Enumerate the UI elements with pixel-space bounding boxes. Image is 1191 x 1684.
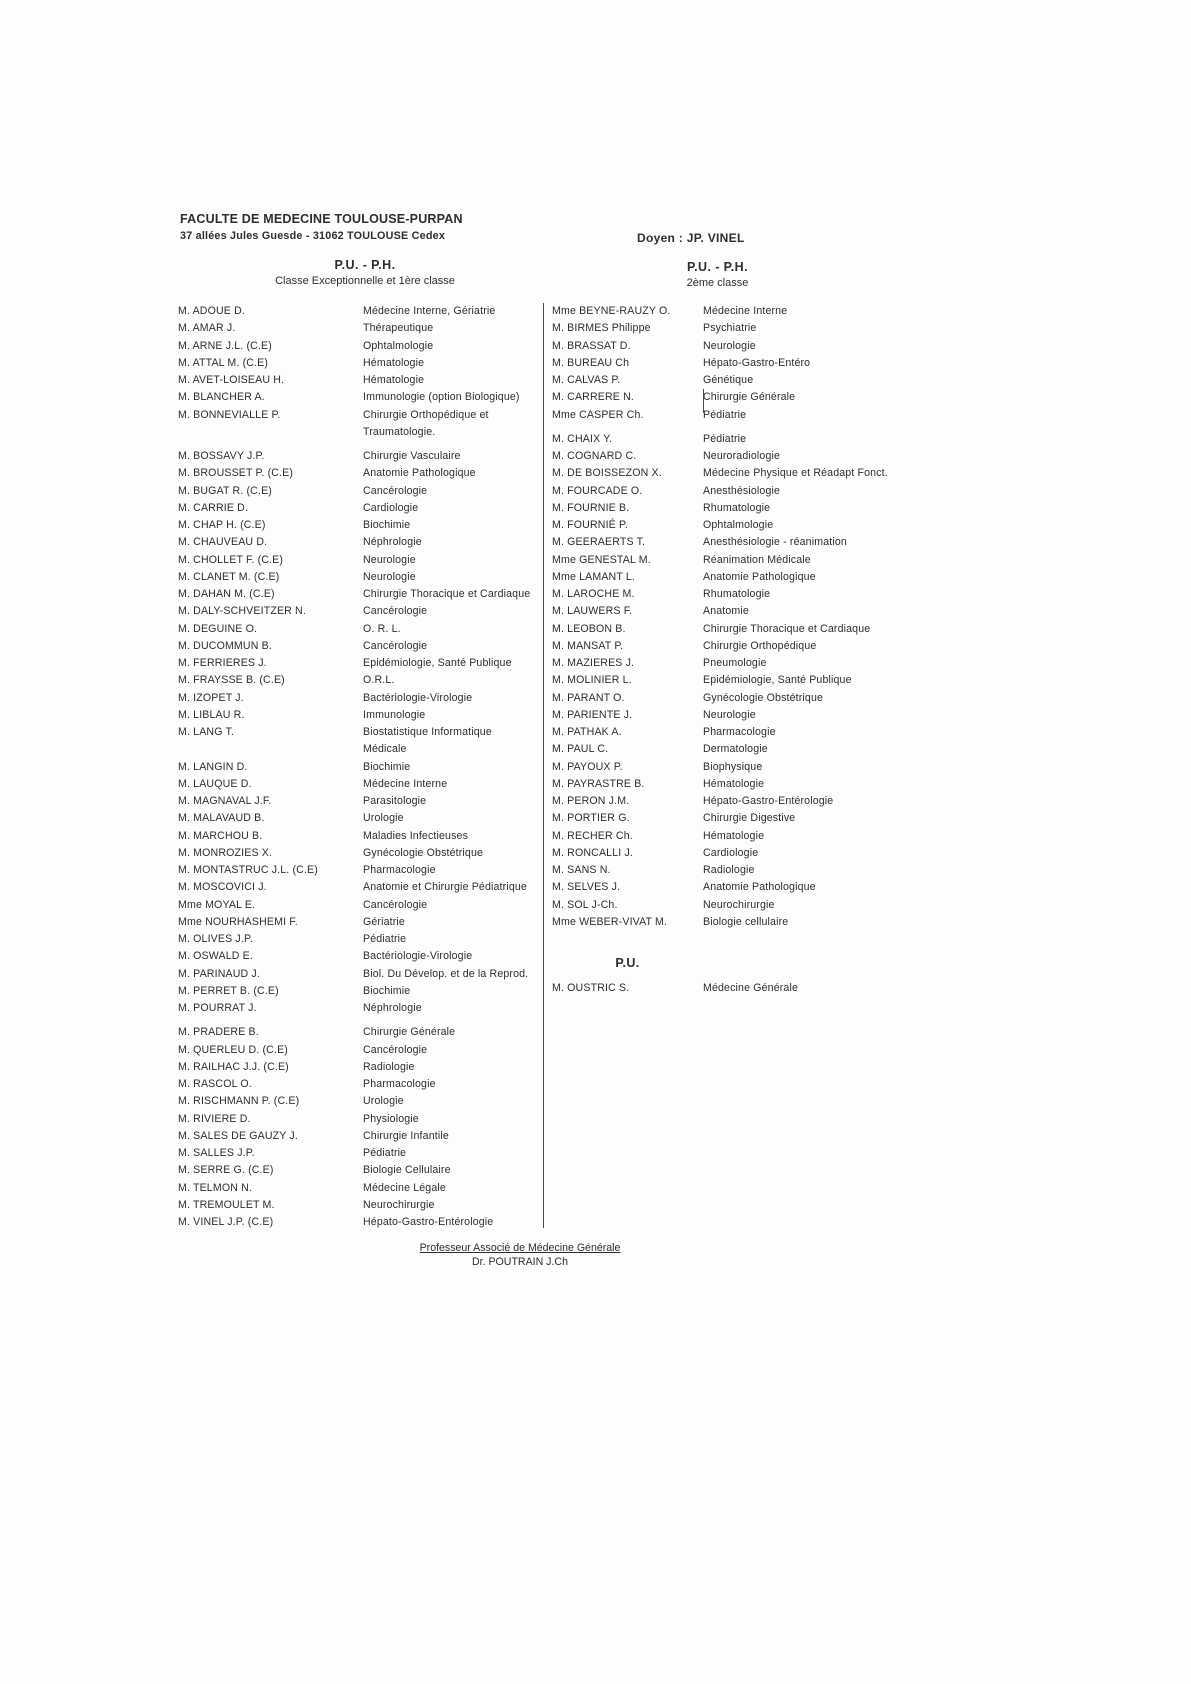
faculty-name: M. DE BOISSEZON X.: [552, 467, 662, 480]
faculty-name: M. VINEL J.P. (C.E): [178, 1216, 274, 1228]
faculty-specialty: Pédiatrie: [363, 933, 407, 945]
faculty-row: [552, 569, 942, 586]
faculty-name: M. LANG T.: [178, 726, 235, 738]
faculty-row: [178, 966, 538, 983]
faculty-specialty: Anatomie: [703, 605, 749, 618]
faculty-specialty: O.R.L.: [363, 674, 395, 687]
faculty-name: M. AMAR J.: [178, 322, 236, 335]
faculty-row: [178, 407, 538, 442]
faculty-name: M. RISCHMANN P. (C.E): [178, 1095, 300, 1108]
faculty-name: M. PERON J.M.: [552, 795, 630, 807]
faculty-specialty: Biol. Du Dévelop. et de la Reprod.: [363, 967, 529, 980]
faculty-specialty: Néphrologie: [363, 1002, 422, 1014]
faculty-name: Mme GENESTAL M.: [552, 553, 651, 566]
faculty-row: [178, 517, 538, 534]
faculty-name: M. OUSTRIC S.: [552, 982, 630, 994]
faculty-specialty: Cardiologie: [363, 501, 419, 514]
faculty-name: M. BRASSAT D.: [552, 339, 631, 352]
faculty-specialty: Médecine Interne: [363, 777, 448, 790]
faculty-name: M. COGNARD C.: [552, 450, 637, 462]
faculty-specialty: Chirurgie Générale: [363, 1026, 456, 1039]
entry-group: [552, 431, 942, 931]
faculty-specialty: Epidémiologie, Santé Publique: [363, 657, 512, 669]
faculty-row: [178, 303, 538, 320]
faculty-specialty: Hématologie: [363, 374, 425, 386]
faculty-row: [552, 389, 942, 406]
faculty-specialty: Hépato-Gastro-Entérologie: [703, 795, 834, 807]
faculty-name: M. FOURCADE O.: [552, 484, 643, 497]
faculty-specialty: Anatomie et Chirurgie Pédiatrique: [363, 881, 527, 894]
faculty-name: M. SALES DE GAUZY J.: [178, 1129, 298, 1142]
faculty-name: M. PARANT O.: [552, 691, 625, 704]
faculty-row: [178, 465, 538, 482]
faculty-row: [552, 828, 942, 845]
faculty-specialty: Médecine Légale: [363, 1181, 446, 1194]
entry-group: [552, 980, 942, 997]
faculty-row: [178, 1076, 538, 1093]
faculty-name: M. SOL J-Ch.: [552, 898, 618, 911]
faculty-row: [178, 372, 538, 389]
faculty-row: [552, 672, 942, 689]
faculty-row: [552, 407, 942, 424]
faculty-specialty: Cancérologie: [363, 639, 428, 652]
faculty-row: [552, 638, 942, 655]
faculty-row: [178, 879, 538, 896]
faculty-name: M. CALVAS P.: [552, 374, 621, 386]
faculty-name: Mme CASPER Ch.: [552, 408, 644, 421]
faculty-specialty: Chirurgie Orthopédique et Traumatologie.: [363, 408, 489, 438]
faculty-row: [552, 621, 942, 638]
faculty-specialty: Chirurgie Thoracique et Cardiaque: [363, 588, 531, 600]
faculty-name: M. PAYOUX P.: [552, 760, 623, 773]
faculty-name: M. CHAIX Y.: [552, 432, 613, 445]
faculty-name: Mme MOYAL E.: [178, 898, 256, 911]
faculty-name: M. BONNEVIALLE P.: [178, 408, 281, 421]
faculty-specialty: Bactériologie-Virologie: [363, 691, 473, 704]
faculty-row: [178, 1162, 538, 1179]
faculty-row: [178, 793, 538, 810]
faculty-specialty: Psychiatrie: [703, 322, 757, 335]
faculty-row: [552, 303, 942, 320]
faculty-specialty: Anatomie Pathologique: [703, 570, 816, 583]
faculty-row: [178, 483, 538, 500]
pu-section-title: P.U.: [615, 956, 640, 970]
faculty-name: M. LIBLAU R.: [178, 708, 245, 721]
faculty-row: [178, 1111, 538, 1128]
faculty-name: M. RAILHAC J.J. (C.E): [178, 1060, 289, 1073]
faculty-name: M. LANGIN D.: [178, 760, 248, 773]
faculty-specialty: Hématologie: [703, 829, 765, 842]
faculty-name: M. MAGNAVAL J.F.: [178, 795, 272, 807]
faculty-row: [178, 1024, 538, 1041]
left-faculty-list: [178, 303, 538, 1231]
faculty-address: 37 allées Jules Guesde - 31062 TOULOUSE Cedex: [180, 230, 446, 242]
faculty-name: M. CHOLLET F. (C.E): [178, 553, 284, 566]
faculty-name: M. PATHAK A.: [552, 726, 622, 738]
faculty-specialty: Anesthésiologie - réanimation: [703, 536, 847, 549]
faculty-name: M. RONCALLI J.: [552, 846, 633, 859]
faculty-name: M. MAZIERES J.: [552, 657, 635, 669]
faculty-specialty: Neurologie: [703, 339, 756, 352]
faculty-name: M. ARNE J.L. (C.E): [178, 339, 272, 352]
faculty-row: [178, 638, 538, 655]
faculty-name: M. GEERAERTS T.: [552, 536, 646, 549]
faculty-row: [178, 1000, 538, 1017]
faculty-row: [178, 389, 538, 406]
faculty-specialty: Anesthésiologie: [703, 484, 781, 497]
faculty-row: [552, 862, 942, 879]
faculty-row: [552, 724, 942, 741]
faculty-specialty: O. R. L.: [363, 622, 401, 635]
faculty-row: [178, 655, 538, 672]
entry-group: [178, 303, 538, 441]
faculty-row: [178, 810, 538, 827]
faculty-specialty: Anatomie Pathologique: [703, 881, 816, 894]
faculty-row: [178, 338, 538, 355]
faculty-name: M. MARCHOU B.: [178, 829, 263, 842]
faculty-specialty: Ophtalmologie: [703, 519, 774, 531]
faculty-specialty: Epidémiologie, Santé Publique: [703, 674, 852, 687]
faculty-name: M. LAUQUE D.: [178, 777, 252, 790]
faculty-specialty: Médecine Interne: [703, 305, 788, 317]
faculty-row: [178, 948, 538, 965]
faculty-specialty: Chirurgie Thoracique et Cardiaque: [703, 622, 871, 635]
faculty-specialty: Neurologie: [363, 553, 416, 566]
faculty-name: M. BOSSAVY J.P.: [178, 450, 265, 462]
faculty-row: [552, 586, 942, 603]
faculty-specialty: Hépato-Gastro-Entéro: [703, 356, 811, 369]
faculty-specialty: Urologie: [363, 812, 404, 825]
faculty-row: [552, 534, 942, 551]
faculty-name: M. DUCOMMUN B.: [178, 639, 272, 652]
faculty-specialty: Radiologie: [363, 1060, 415, 1073]
faculty-row: [552, 517, 942, 534]
faculty-row: [552, 980, 942, 997]
faculty-row: [178, 1145, 538, 1162]
faculty-specialty: Chirurgie Infantile: [363, 1129, 449, 1142]
faculty-name: Mme NOURHASHEMI F.: [178, 915, 298, 928]
faculty-specialty: Chirurgie Digestive: [703, 812, 796, 825]
faculty-name: M. PRADERE B.: [178, 1026, 259, 1039]
faculty-row: [552, 707, 942, 724]
faculty-row: [178, 355, 538, 372]
faculty-row: [178, 845, 538, 862]
faculty-row: [552, 372, 942, 389]
faculty-row: [178, 983, 538, 1000]
faculty-row: [178, 914, 538, 931]
entry-group: [178, 448, 538, 1017]
faculty-specialty: Chirurgie Générale: [703, 391, 796, 404]
faculty-specialty: Pneumologie: [703, 657, 767, 669]
faculty-row: [552, 500, 942, 517]
faculty-name: M. LAUWERS F.: [552, 605, 633, 618]
faculty-specialty: Gynécologie Obstétrique: [703, 691, 824, 704]
faculty-row: [552, 793, 942, 810]
faculty-specialty: Parasitologie: [363, 795, 427, 807]
faculty-specialty: Médecine Générale: [703, 982, 799, 994]
footer-doctor-name: Dr. POUTRAIN J.Ch: [472, 1256, 568, 1268]
faculty-name: M. PARIENTE J.: [552, 708, 633, 721]
faculty-row: [552, 338, 942, 355]
faculty-name: M. QUERLEU D. (C.E): [178, 1043, 288, 1056]
faculty-name: M. AVET-LOISEAU H.: [178, 374, 285, 386]
faculty-row: [178, 1197, 538, 1214]
faculty-specialty: Rhumatologie: [703, 588, 771, 600]
faculty-specialty: Pharmacologie: [703, 726, 776, 738]
faculty-name: M. SERRE G. (C.E): [178, 1164, 274, 1177]
faculty-name: Mme BEYNE-RAUZY O.: [552, 305, 671, 317]
faculty-specialty: Néphrologie: [363, 536, 422, 549]
faculty-name: M. FOURNIE B.: [552, 501, 630, 514]
faculty-specialty: Chirurgie Vasculaire: [363, 450, 461, 462]
faculty-name: M. MONTASTRUC J.L. (C.E): [178, 864, 318, 876]
faculty-row: [552, 776, 942, 793]
faculty-specialty: Neurologie: [363, 570, 416, 583]
faculty-row: [178, 320, 538, 337]
faculty-specialty: Dermatologie: [703, 743, 768, 756]
faculty-specialty: Anatomie Pathologique: [363, 467, 476, 480]
faculty-name: M. MALAVAUD B.: [178, 812, 265, 825]
faculty-row: [552, 431, 942, 448]
faculty-name: M. BUGAT R. (C.E): [178, 484, 272, 497]
faculty-name: M. ADOUE D.: [178, 305, 245, 317]
entry-group: [178, 1024, 538, 1231]
faculty-name: M. BIRMES Philippe: [552, 322, 651, 335]
faculty-name: M. BLANCHER A.: [178, 391, 265, 404]
faculty-specialty: Neurochirurgie: [703, 898, 775, 911]
faculty-name: M. TELMON N.: [178, 1181, 253, 1194]
entry-group: [552, 303, 942, 424]
faculty-name: M. OSWALD E.: [178, 950, 253, 963]
faculty-specialty: Cancérologie: [363, 605, 428, 618]
faculty-row: [552, 603, 942, 620]
faculty-row: [178, 862, 538, 879]
faculty-row: [552, 879, 942, 896]
faculty-row: [552, 655, 942, 672]
faculty-specialty: Génétique: [703, 374, 754, 386]
faculty-specialty: Gynécologie Obstétrique: [363, 846, 484, 859]
faculty-specialty: Radiologie: [703, 864, 755, 876]
faculty-name: M. DALY-SCHVEITZER N.: [178, 605, 306, 618]
faculty-row: [552, 355, 942, 372]
faculty-specialty: Pédiatrie: [703, 408, 747, 421]
faculty-name: M. MOSCOVICI J.: [178, 881, 267, 894]
faculty-row: [178, 897, 538, 914]
faculty-row: [552, 320, 942, 337]
faculty-row: [178, 724, 538, 759]
faculty-row: [178, 672, 538, 689]
footer-associate-title: Professeur Associé de Médecine Générale: [419, 1242, 621, 1254]
faculty-specialty: Neuroradiologie: [703, 450, 781, 462]
faculty-name: M. ATTAL M. (C.E): [178, 356, 269, 369]
faculty-name: M. SELVES J.: [552, 881, 621, 894]
faculty-row: [178, 586, 538, 603]
faculty-row: [178, 1214, 538, 1231]
faculty-row: [178, 552, 538, 569]
faculty-specialty: Urologie: [363, 1095, 404, 1108]
right-faculty-list: [552, 303, 942, 931]
faculty-name: Mme LAMANT L.: [552, 570, 635, 583]
faculty-row: [178, 707, 538, 724]
column-divider-line: [543, 303, 544, 1228]
faculty-specialty: Immunologie: [363, 708, 426, 721]
faculty-specialty: Immunologie (option Biologique): [363, 391, 520, 404]
faculty-row: [178, 603, 538, 620]
faculty-row: [552, 690, 942, 707]
faculty-specialty: Cancérologie: [363, 484, 428, 497]
faculty-row: [178, 690, 538, 707]
faculty-specialty: Biologie cellulaire: [703, 915, 789, 928]
document-header: [180, 212, 463, 242]
faculty-row: [178, 448, 538, 465]
faculty-name: M. LEOBON B.: [552, 622, 626, 635]
faculty-row: [552, 897, 942, 914]
faculty-title: FACULTE DE MEDECINE TOULOUSE-PURPAN: [180, 212, 463, 226]
faculty-name: M. POURRAT J.: [178, 1002, 257, 1014]
faculty-specialty: Biostatistique Informatique Médicale: [363, 726, 492, 756]
faculty-specialty: Thérapeutique: [363, 322, 434, 335]
faculty-specialty: Neurologie: [703, 708, 756, 721]
faculty-row: [178, 1042, 538, 1059]
faculty-specialty: Hépato-Gastro-Entérologie: [363, 1216, 494, 1228]
faculty-row: [178, 1180, 538, 1197]
left-column-subtitle: Classe Exceptionnelle et 1ère classe: [275, 275, 455, 287]
faculty-specialty: Réanimation Médicale: [703, 553, 811, 566]
faculty-name: M. CARRERE N.: [552, 391, 634, 404]
faculty-row: [552, 483, 942, 500]
faculty-row: [552, 448, 942, 465]
faculty-name: M. MOLINIER L.: [552, 674, 632, 687]
faculty-row: [178, 828, 538, 845]
faculty-row: [178, 500, 538, 517]
pu-section: [552, 956, 942, 997]
faculty-specialty: Biochimie: [363, 984, 411, 997]
faculty-specialty: Gériatrie: [363, 915, 405, 928]
faculty-name: M. CARRIE D.: [178, 501, 249, 514]
right-column-title: P.U. - P.H.: [687, 260, 748, 274]
faculty-name: M. SANS N.: [552, 864, 611, 876]
faculty-name: M. PARINAUD J.: [178, 967, 260, 980]
faculty-specialty: Pharmacologie: [363, 864, 436, 876]
faculty-name: M. LAROCHE M.: [552, 588, 635, 600]
faculty-name: M. FERRIERES J.: [178, 657, 267, 669]
document-footer: [370, 1242, 670, 1268]
faculty-specialty: Médecine Physique et Réadapt Fonct.: [703, 467, 888, 480]
faculty-row: [178, 931, 538, 948]
faculty-name: M. RASCOL O.: [178, 1078, 252, 1090]
faculty-specialty: Cardiologie: [703, 846, 759, 859]
dean-line: Doyen : JP. VINEL: [637, 231, 745, 245]
faculty-name: M. BUREAU Ch: [552, 356, 630, 369]
faculty-specialty: Pédiatrie: [703, 432, 747, 445]
faculty-row: [178, 1128, 538, 1145]
faculty-row: [552, 465, 942, 482]
faculty-row: [552, 759, 942, 776]
faculty-specialty: Pédiatrie: [363, 1147, 407, 1159]
faculty-row: [552, 810, 942, 827]
faculty-name: M. RIVIERE D.: [178, 1112, 251, 1125]
faculty-specialty: Cancérologie: [363, 1043, 428, 1056]
faculty-row: [552, 552, 942, 569]
faculty-name: M. PERRET B. (C.E): [178, 984, 279, 997]
faculty-row: [552, 914, 942, 931]
faculty-name: Mme WEBER-VIVAT M.: [552, 915, 668, 928]
faculty-specialty: Neurochirurgie: [363, 1198, 435, 1211]
faculty-specialty: Maladies Infectieuses: [363, 829, 469, 842]
faculty-specialty: Biochimie: [363, 760, 411, 773]
faculty-name: M. PAYRASTRE B.: [552, 777, 645, 790]
right-column-subtitle: 2ème classe: [686, 277, 749, 289]
faculty-name: M. CLANET M. (C.E): [178, 570, 280, 583]
faculty-specialty: Médecine Interne, Gériatrie: [363, 305, 496, 317]
faculty-row: [552, 845, 942, 862]
faculty-name: M. PORTIER G.: [552, 812, 630, 825]
faculty-specialty: Rhumatologie: [703, 501, 771, 514]
faculty-specialty: Hématologie: [363, 356, 425, 369]
faculty-name: M. SALLES J.P.: [178, 1147, 255, 1159]
faculty-row: [178, 534, 538, 551]
faculty-name: M. CHAUVEAU D.: [178, 536, 268, 549]
faculty-name: M. IZOPET J.: [178, 691, 244, 704]
faculty-row: [552, 741, 942, 758]
faculty-name: M. OLIVES J.P.: [178, 933, 253, 945]
faculty-specialty: Biochimie: [363, 519, 411, 531]
faculty-name: M. FRAYSSE B. (C.E): [178, 674, 285, 687]
faculty-name: M. MONROZIES X.: [178, 846, 273, 859]
faculty-row: [178, 621, 538, 638]
faculty-specialty: Bactériologie-Virologie: [363, 950, 473, 963]
faculty-specialty: Pharmacologie: [363, 1078, 436, 1090]
faculty-specialty: Physiologie: [363, 1112, 419, 1125]
pu-faculty-list: [552, 980, 942, 997]
right-column-header: [600, 260, 835, 289]
faculty-specialty: Hématologie: [703, 777, 765, 790]
faculty-name: M. RECHER Ch.: [552, 829, 633, 842]
faculty-row: [178, 1093, 538, 1110]
faculty-specialty: Chirurgie Orthopédique: [703, 639, 817, 652]
faculty-name: M. BROUSSET P. (C.E): [178, 467, 294, 480]
faculty-specialty: Biophysique: [703, 760, 763, 773]
faculty-name: M. DEGUINE O.: [178, 622, 258, 635]
faculty-row: [178, 569, 538, 586]
faculty-name: M. PAUL C.: [552, 743, 609, 756]
faculty-name: M. DAHAN M. (C.E): [178, 588, 275, 600]
faculty-specialty: Cancérologie: [363, 898, 428, 911]
faculty-row: [178, 1059, 538, 1076]
faculty-row: [178, 776, 538, 793]
faculty-specialty: Biologie Cellulaire: [363, 1164, 451, 1177]
left-column-title: P.U. - P.H.: [334, 258, 396, 272]
faculty-name: M. MANSAT P.: [552, 639, 624, 652]
faculty-row: [178, 759, 538, 776]
faculty-name: M. FOURNIÉ P.: [552, 519, 628, 531]
left-column-header: [190, 258, 540, 287]
faculty-specialty: Ophtalmologie: [363, 339, 434, 352]
faculty-name: M. CHAP H. (C.E): [178, 519, 266, 531]
faculty-name: M. TREMOULET M.: [178, 1198, 275, 1211]
